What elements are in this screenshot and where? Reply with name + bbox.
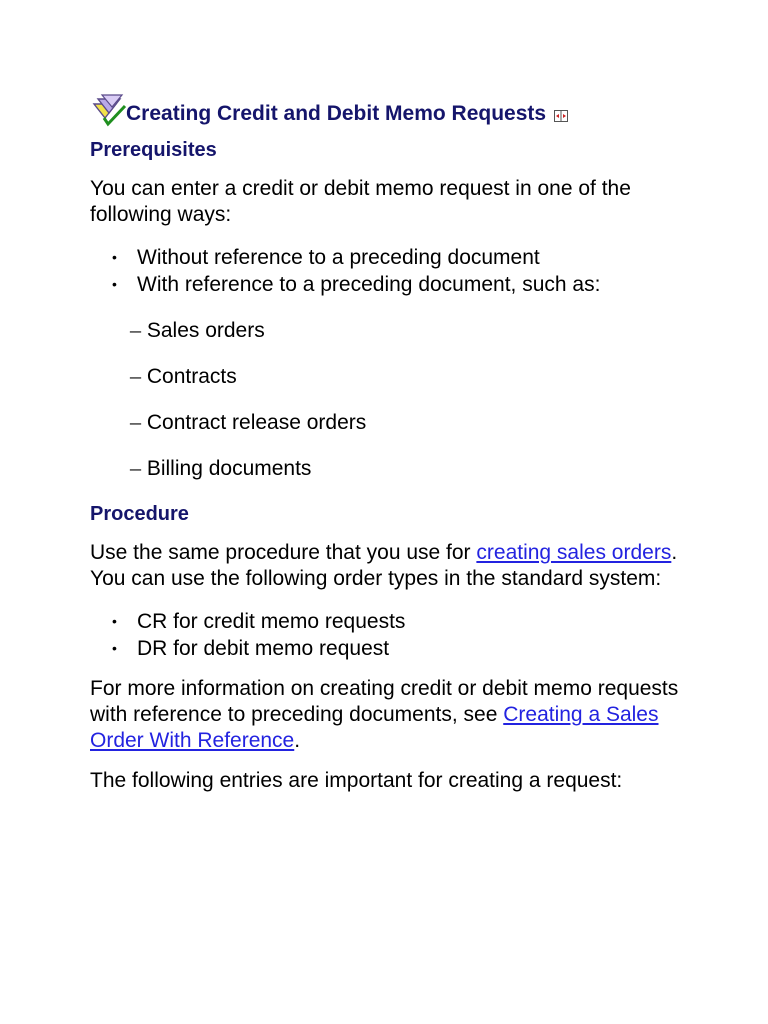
title-row [90, 88, 710, 126]
sub-list-item [90, 455, 710, 482]
expand-icon[interactable] [554, 110, 568, 122]
list-item-text: CR for credit memo requests [137, 610, 406, 633]
dash-icon: – [130, 455, 141, 480]
procedure-text: . You can use the following order types in the standard system: [90, 541, 678, 590]
sub-list-item-text: Contract release orders [146, 411, 367, 434]
procedure-paragraph-2 [90, 676, 710, 754]
procedure-text: Use the same procedure that you use for [90, 541, 477, 564]
prerequisites-intro: You can enter a credit or debit memo request in one of the following ways: [90, 177, 631, 226]
list-item-text: DR for debit memo request [137, 637, 390, 660]
list-item [90, 271, 710, 298]
list-item [90, 608, 710, 635]
bullet-icon: • [112, 613, 117, 629]
sub-list-item [90, 317, 710, 344]
creating-sales-orders-link[interactable]: creating sales orders [476, 541, 672, 564]
bullet-icon: • [112, 640, 117, 656]
list-item-text: With reference to a preceding document, such as: [137, 273, 601, 296]
dash-icon: – [130, 409, 141, 434]
bullet-icon: • [112, 249, 117, 265]
sub-list-item-text: Billing documents [146, 457, 312, 480]
procedure-paragraph-1 [90, 540, 710, 592]
prerequisites-bullet-list [90, 244, 710, 298]
dash-icon: – [130, 317, 141, 342]
sales-order-with-reference-link[interactable]: Creating a Sales Order With Reference [90, 703, 659, 752]
list-item-text: Without reference to a preceding document [137, 246, 540, 269]
sub-list-item [90, 409, 710, 436]
bullet-icon: • [112, 276, 117, 292]
prerequisites-heading: Prerequisites [90, 139, 217, 161]
order-types-list [90, 608, 710, 662]
dash-icon: – [130, 363, 141, 388]
list-item [90, 244, 710, 271]
procedure-heading: Procedure [90, 503, 189, 525]
sap-structure-icon [92, 94, 128, 128]
document-title: Creating Credit and Debit Memo Requests [126, 102, 547, 125]
procedure-text: . [294, 729, 301, 752]
sub-list-item-text: Contracts [146, 365, 237, 388]
procedure-text: For more information on creating credit or debit memo requests with reference to preceding documents, see [90, 677, 679, 726]
sub-list-item [90, 363, 710, 390]
procedure-paragraph-3: The following entries are important for creating a request: [90, 769, 623, 792]
list-item [90, 635, 710, 662]
sub-list-item-text: Sales orders [146, 319, 265, 342]
document-content [90, 88, 710, 794]
